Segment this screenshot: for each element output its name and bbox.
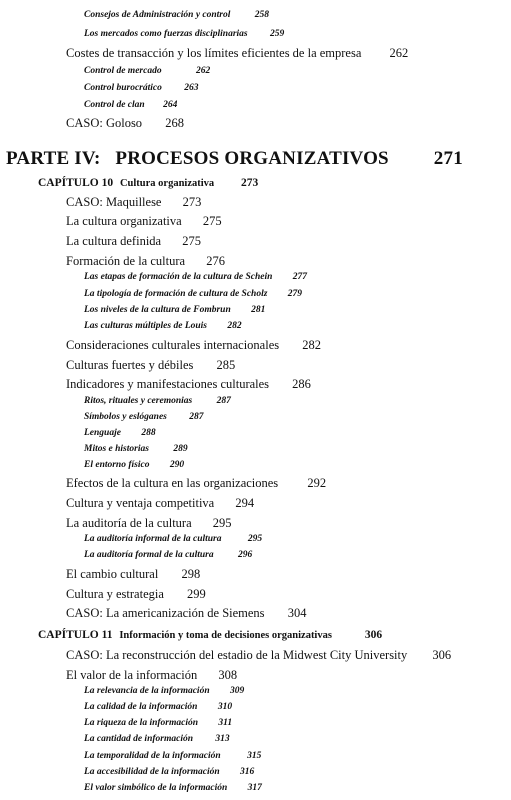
toc-entry-title: La auditoría informal de la cultura	[84, 534, 222, 544]
toc-entry	[84, 66, 210, 76]
toc-entry-page: 310	[217, 702, 233, 712]
toc-entry-page: 295	[247, 534, 263, 544]
toc-entry-title: Las culturas múltiples de Louis	[84, 321, 207, 331]
toc-entry-title: La auditoría formal de la cultura	[84, 550, 214, 560]
toc-entry-title: La riqueza de la información	[84, 718, 199, 728]
toc-entry-title: La auditoría de la cultura	[66, 516, 192, 530]
chapter-heading	[38, 177, 258, 189]
toc-entry-title: Las etapas de formación de la cultura de Schein	[84, 272, 273, 282]
toc-entry-title: La cultura definida	[66, 234, 162, 248]
toc-entry	[66, 46, 408, 61]
toc-entry-page: 289	[173, 444, 188, 454]
toc-entry-title: Consideraciones culturales internacionales	[66, 338, 280, 352]
part-heading	[6, 148, 463, 170]
toc-entry-page: 306	[432, 648, 452, 662]
chapter-heading	[38, 629, 382, 641]
toc-entry	[66, 567, 200, 582]
toc-entry-page: 286	[292, 377, 311, 391]
toc-entry	[84, 734, 230, 744]
toc-entry-page: 290	[169, 460, 185, 470]
toc-entry-title: El valor simbólico de la información	[84, 783, 228, 793]
part-page: 271	[433, 148, 463, 169]
toc-entry-page: 287	[189, 412, 204, 422]
toc-entry-title: Ritos, rituales y ceremonias	[84, 396, 193, 406]
toc-entry-title: La tipología de formación de cultura de Scholz	[84, 289, 268, 299]
toc-entry-title: Indicadores y manifestaciones culturales	[66, 377, 270, 391]
toc-entry-title: Los mercados como fuerzas disciplinarias	[84, 29, 248, 39]
toc-entry-title: La calidad de la información	[84, 702, 198, 712]
toc-entry-page: 263	[184, 83, 199, 93]
toc-entry-page: 277	[292, 272, 308, 282]
toc-entry-page: 262	[195, 66, 211, 76]
toc-entry-title: Consejos de Administración y control	[84, 10, 231, 20]
toc-entry-title: CASO: La americanización de Siemens	[66, 606, 265, 620]
toc-entry-page: 315	[247, 751, 262, 761]
toc-entry-title: La cultura organizativa	[66, 214, 182, 228]
toc-entry	[66, 648, 451, 663]
chapter-title: Cultura organizativa	[119, 178, 215, 189]
toc-entry	[84, 428, 156, 438]
toc-entry-title: Cultura y estrategia	[66, 587, 164, 601]
toc-entry-page: 294	[235, 496, 255, 510]
toc-entry	[84, 751, 261, 761]
toc-entry-title: Costes de transacción y los límites eficientes de la empresa	[66, 46, 362, 60]
toc-entry	[84, 412, 204, 422]
toc-entry	[84, 718, 232, 728]
toc-entry-page: 313	[215, 734, 230, 744]
toc-entry	[66, 234, 201, 249]
toc-entry-page: 287	[216, 396, 231, 406]
toc-entry-page: 296	[237, 550, 253, 560]
toc-entry	[84, 10, 269, 20]
toc-entry-page: 299	[187, 587, 206, 601]
chapter-title: Información y toma de decisiones organizativas	[119, 630, 332, 641]
toc-entry-page: 295	[212, 516, 232, 530]
toc-entry-page: 288	[141, 428, 156, 438]
toc-entry	[84, 767, 254, 777]
toc-entry-title: Mitos e historias	[84, 444, 149, 454]
toc-entry	[66, 606, 306, 621]
toc-entry-title: Control burocrático	[84, 83, 162, 93]
toc-entry	[66, 516, 232, 531]
toc-entry-page: 282	[302, 338, 321, 352]
toc-entry	[84, 100, 177, 110]
toc-entry-page: 298	[181, 567, 201, 581]
toc-entry	[66, 476, 326, 491]
toc-entry-page: 258	[254, 10, 270, 20]
toc-entry-page: 304	[287, 606, 307, 620]
toc-entry-page: 275	[182, 234, 201, 248]
toc-entry-title: La cantidad de información	[84, 734, 193, 744]
toc-entry	[66, 587, 206, 602]
toc-entry-page: 308	[218, 668, 238, 682]
toc-entry	[84, 460, 184, 470]
toc-entry	[66, 254, 225, 269]
toc-entry-title: El valor de la información	[66, 668, 198, 682]
toc-entry-title: El entorno físico	[84, 460, 150, 470]
toc-entry-title: Control de clan	[84, 100, 145, 110]
toc-entry	[66, 496, 254, 511]
toc-entry-page: 262	[389, 46, 409, 60]
toc-entry-page: 316	[240, 767, 255, 777]
chapter-page: 273	[241, 177, 259, 189]
toc-entry	[66, 358, 235, 373]
toc-entry-page: 292	[307, 476, 327, 490]
toc-entry-page: 275	[202, 214, 222, 228]
toc-entry-page: 264	[163, 100, 178, 110]
toc-entry	[84, 783, 262, 793]
toc-entry	[66, 668, 237, 683]
toc-entry-title: Los niveles de la cultura de Fombrun	[84, 305, 231, 315]
toc-entry-page: 281	[251, 305, 266, 315]
toc-entry-page: 282	[227, 321, 242, 331]
toc-entry	[84, 289, 302, 299]
part-title: PARTE IV: PROCESOS ORGANIZATIVOS	[6, 148, 389, 169]
toc-entry-title: Culturas fuertes y débiles	[66, 358, 194, 372]
toc-entry	[84, 29, 284, 39]
toc-entry	[84, 396, 231, 406]
toc-entry	[84, 272, 307, 282]
toc-entry-title: Lenguaje	[84, 428, 121, 438]
toc-entry-title: CASO: Maquillese	[66, 195, 162, 209]
toc-entry-page: 311	[218, 718, 233, 728]
chapter-label: CAPÍTULO 10	[38, 177, 114, 189]
toc-entry	[84, 444, 188, 454]
toc-entry	[84, 321, 242, 331]
toc-entry-title: Cultura y ventaja competitiva	[66, 496, 215, 510]
toc-entry	[84, 534, 262, 544]
toc-entry-page: 317	[247, 783, 262, 793]
toc-entry-page: 276	[206, 254, 225, 268]
toc-entry	[66, 214, 222, 229]
toc-entry-title: CASO: La reconstrucción del estadio de la Midwest City University	[66, 648, 408, 662]
toc-entry-page: 268	[165, 116, 184, 130]
toc-entry-title: La accesibilidad de la información	[84, 767, 220, 777]
toc-entry-page: 285	[216, 358, 236, 372]
toc-entry-title: Control de mercado	[84, 66, 162, 76]
toc-entry	[66, 377, 311, 392]
toc-entry-title: La temporalidad de la información	[84, 751, 221, 761]
toc-entry-title: La relevancia de la información	[84, 686, 210, 696]
toc-entry-page: 259	[270, 29, 285, 39]
chapter-page: 306	[364, 629, 383, 641]
toc-entry-title: Efectos de la cultura en las organizaciones	[66, 476, 279, 490]
toc-entry-title: Formación de la cultura	[66, 254, 186, 268]
toc-entry	[84, 305, 265, 315]
toc-entry	[84, 550, 252, 560]
toc-entry	[84, 686, 244, 696]
toc-entry-page: 273	[182, 195, 202, 209]
toc-entry-page: 309	[229, 686, 245, 696]
toc-entry	[66, 195, 201, 210]
toc-entry-page: 279	[287, 289, 303, 299]
toc-entry-title: El cambio cultural	[66, 567, 159, 581]
toc-entry	[66, 338, 321, 353]
chapter-label: CAPÍTULO 11	[38, 629, 113, 641]
toc-entry	[84, 702, 232, 712]
toc-entry	[84, 83, 199, 93]
toc-entry	[66, 116, 184, 131]
toc-entry-title: Símbolos y eslóganes	[84, 412, 167, 422]
toc-entry-title: CASO: Goloso	[66, 116, 143, 130]
